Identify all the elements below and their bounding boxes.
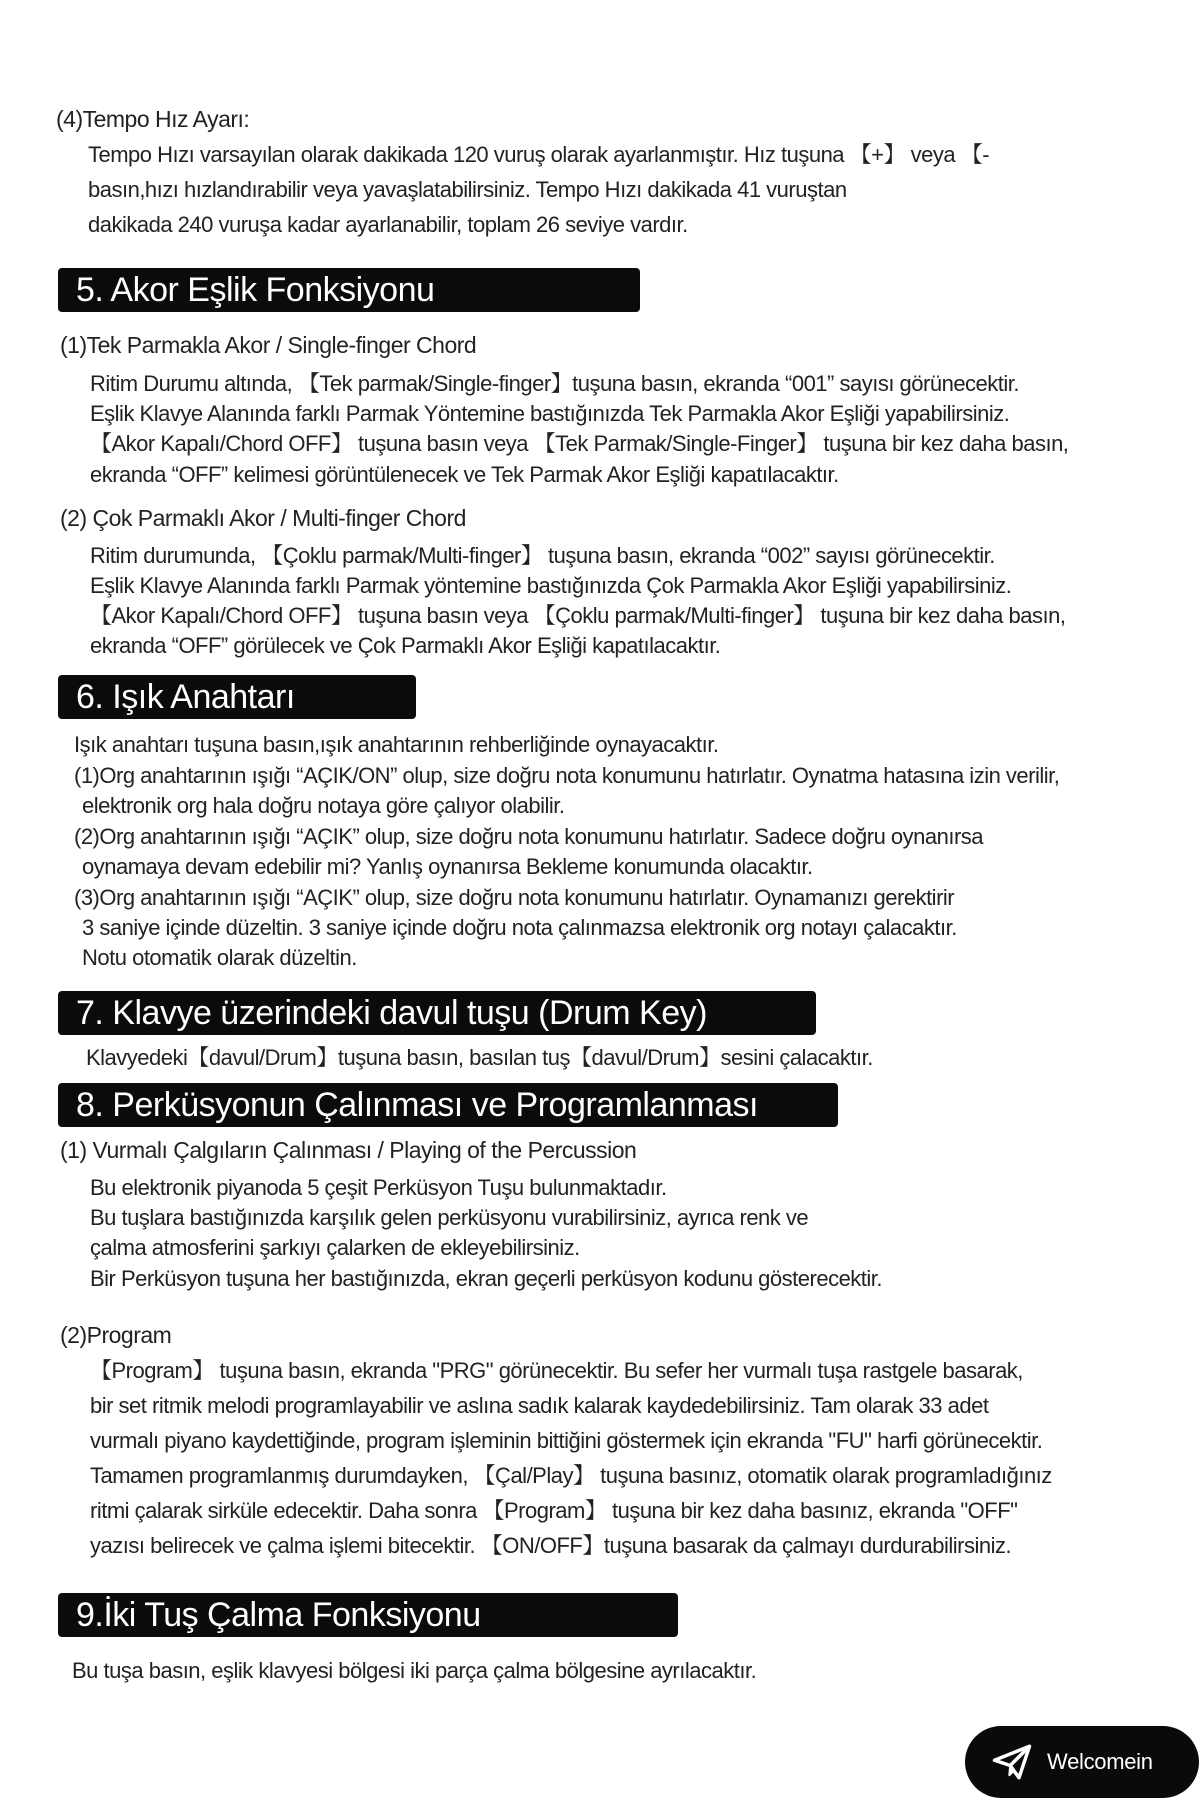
s8-sub2-line-4: Tamamen programlanmış durumdayken, 【Çal/Play】 tuşuna basınız, otomatik olarak programladığınız bbox=[90, 1463, 1052, 1488]
s7-line: Klavyedeki【davul/Drum】tuşuna basın, basılan tuş【davul/Drum】sesini çalacaktır. bbox=[86, 1045, 873, 1070]
section-5-heading: 5. Akor Eşlik Fonksiyonu bbox=[58, 268, 640, 312]
s8-sub1-line-3: çalma atmosferini şarkıyı çalarken de ekleyebilirsiniz. bbox=[90, 1235, 580, 1260]
s5-sub2-line-4: ekranda “OFF” görülecek ve Çok Parmaklı Akor Eşliği kapatılacaktır. bbox=[90, 633, 721, 658]
s5-sub1-line-4: ekranda “OFF” kelimesi görüntülenecek ve Tek Parmak Akor Eşliği kapatılacaktır. bbox=[90, 462, 839, 487]
tempo-line-1: Tempo Hızı varsayılan olarak dakikada 120 vuruş olarak ayarlanmıştır. Hız tuşuna 【+】 veya 【- bbox=[88, 142, 990, 167]
s8-sub2-line-6: yazısı belirecek ve çalma işlemi bitecektir. 【ON/OFF】tuşuna basarak da çalmayı durdurabilirsiniz. bbox=[90, 1533, 1012, 1558]
section-6-heading: 6. Işık Anahtarı bbox=[58, 675, 416, 719]
s6-line-2: (1)Org anahtarının ışığı “AÇIK/ON” olup, size doğru nota konumunu hatırlatır. Oynatma hatasına izin verilir, bbox=[74, 763, 1060, 788]
s8-sub2-line-3: vurmalı piyano kaydettiğinde, program işleminin bittiğini göstermek için ekranda "FU" harfi görünecektir. bbox=[90, 1428, 1043, 1453]
s5-sub2-line-3: 【Akor Kapalı/Chord OFF】 tuşuna basın veya 【Çoklu parmak/Multi-finger】 tuşuna bir kez daha basın, bbox=[90, 603, 1066, 628]
s6-line-1: Işık anahtarı tuşuna basın,ışık anahtarının rehberliğinde oynayacaktır. bbox=[74, 732, 719, 757]
paper-plane-icon bbox=[991, 1741, 1033, 1783]
s5-sub1-title: (1)Tek Parmakla Akor / Single-finger Chord bbox=[60, 332, 477, 358]
s5-sub2-line-1: Ritim durumunda, 【Çoklu parmak/Multi-finger】 tuşuna basın, ekranda “002” sayısı görünecektir. bbox=[90, 543, 995, 568]
section-9-heading: 9.İki Tuş Çalma Fonksiyonu bbox=[58, 1593, 678, 1637]
section-7-heading: 7. Klavye üzerindeki davul tuşu (Drum Key) bbox=[58, 991, 816, 1035]
s6-line-8: Notu otomatik olarak düzeltin. bbox=[82, 945, 357, 970]
s5-sub2-title: (2) Çok Parmaklı Akor / Multi-finger Chord bbox=[60, 505, 466, 531]
s8-sub1-title: (1) Vurmalı Çalgıların Çalınması / Playing of the Percussion bbox=[60, 1137, 637, 1163]
tempo-title: (4)Tempo Hız Ayarı: bbox=[56, 106, 250, 132]
s8-sub2-title: (2)Program bbox=[60, 1322, 172, 1348]
s6-line-7: 3 saniye içinde düzeltin. 3 saniye içinde doğru nota çalınmazsa elektronik org notayı çalacaktır. bbox=[82, 915, 957, 940]
s8-sub2-line-1: 【Program】 tuşuna basın, ekranda "PRG" görünecektir. Bu sefer her vurmalı tuşa rastgele basarak, bbox=[90, 1358, 1023, 1383]
s8-sub2-line-2: bir set ritmik melodi programlayabilir ve aslına sadık kalarak kaydedebilirsiniz. Tam olarak 33 adet bbox=[90, 1393, 989, 1418]
s9-line: Bu tuşa basın, eşlik klavyesi bölgesi iki parça çalma bölgesine ayrılacaktır. bbox=[72, 1658, 757, 1683]
s5-sub1-line-2: Eşlik Klavye Alanında farklı Parmak Yöntemine bastığınızda Tek Parmakla Akor Eşliği yapabilirsiniz. bbox=[90, 401, 1010, 426]
s5-sub2-line-2: Eşlik Klavye Alanında farklı Parmak yöntemine bastığınızda Çok Parmakla Akor Eşliği yapabilirsiniz. bbox=[90, 573, 1012, 598]
s8-sub1-line-4: Bir Perküsyon tuşuna her bastığınızda, ekran geçerli perküsyon kodunu gösterecektir. bbox=[90, 1266, 883, 1291]
s6-line-3: elektronik org hala doğru notaya göre çalıyor olabilir. bbox=[82, 793, 565, 818]
s8-sub2-line-5: ritmi çalarak sirküle edecektir. Daha sonra 【Program】 tuşuna bir kez daha basınız, ekranda "OFF" bbox=[90, 1498, 1018, 1523]
s8-sub1-line-1: Bu elektronik piyanoda 5 çeşit Perküsyon Tuşu bulunmaktadır. bbox=[90, 1175, 667, 1200]
s5-sub1-line-3: 【Akor Kapalı/Chord OFF】 tuşuna basın veya 【Tek Parmak/Single-Finger】 tuşuna bir kez daha basın, bbox=[90, 431, 1069, 456]
s5-sub1-line-1: Ritim Durumu altında, 【Tek parmak/Single-finger】tuşuna basın, ekranda “001” sayısı görünecektir. bbox=[90, 371, 1020, 396]
s8-sub1-line-2: Bu tuşlara bastığınızda karşılık gelen perküsyonu vurabilirsiniz, ayrıca renk ve bbox=[90, 1205, 809, 1230]
welcomein-label: Welcomein bbox=[1047, 1749, 1153, 1774]
s6-line-5: oynamaya devam edebilir mi? Yanlış oynanırsa Bekleme konumunda olacaktır. bbox=[82, 854, 813, 879]
welcomein-chip-button[interactable] bbox=[965, 1726, 1199, 1798]
s6-line-6: (3)Org anahtarının ışığı “AÇIK” olup, size doğru nota konumunu hatırlatır. Oynamanızı gerektirir bbox=[74, 885, 955, 910]
tempo-line-3: dakikada 240 vuruşa kadar ayarlanabilir, toplam 26 seviye vardır. bbox=[88, 212, 688, 237]
section-8-heading: 8. Perküsyonun Çalınması ve Programlanması bbox=[58, 1083, 838, 1127]
s6-line-4: (2)Org anahtarının ışığı “AÇIK” olup, size doğru nota konumunu hatırlatır. Sadece doğru oynanırsa bbox=[74, 824, 984, 849]
tempo-line-2: basın,hızı hızlandırabilir veya yavaşlatabilirsiniz. Tempo Hızı dakikada 41 vuruştan bbox=[88, 177, 847, 202]
